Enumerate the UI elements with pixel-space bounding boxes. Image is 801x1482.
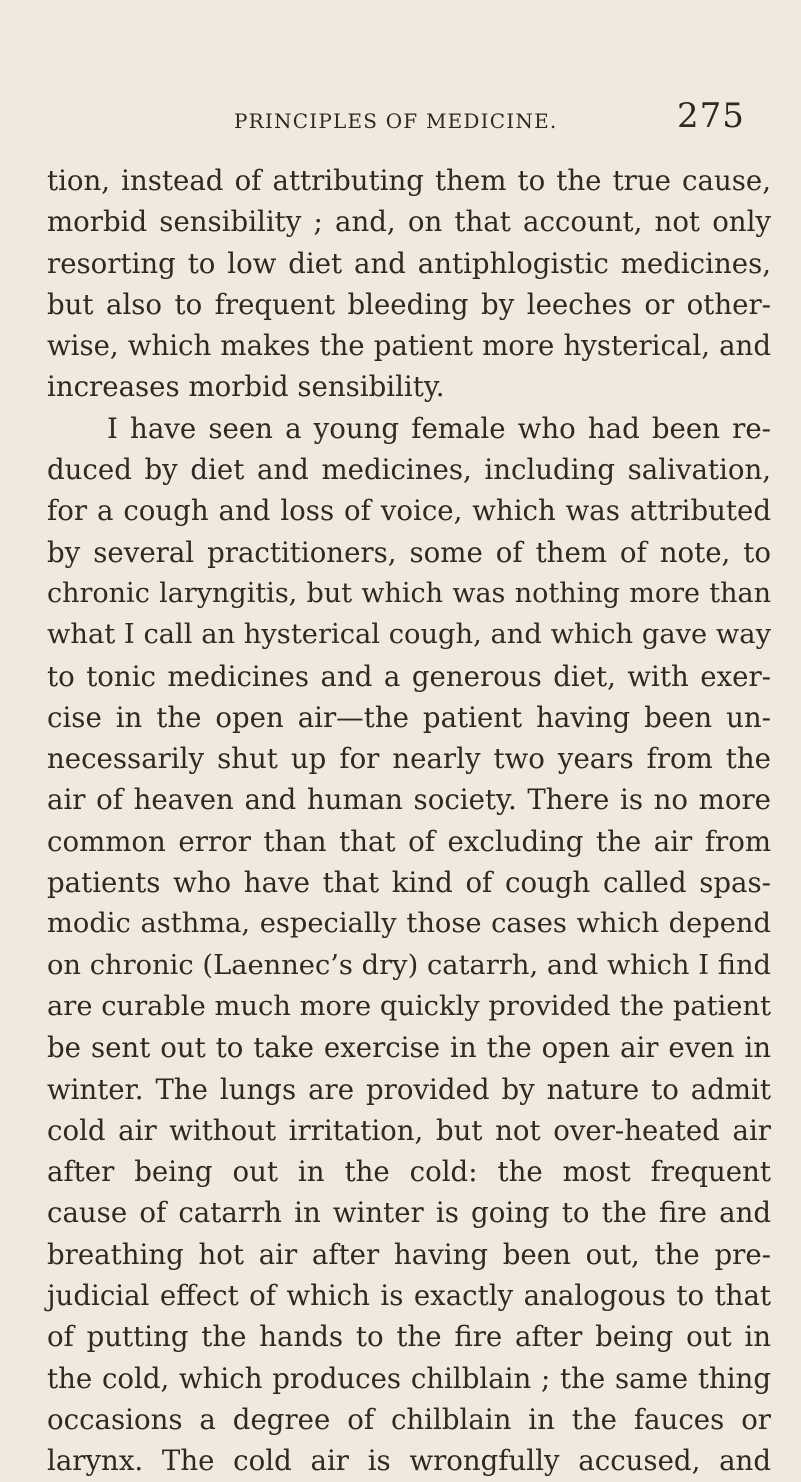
text-line: judicial effect of which is exactly analogous to that <box>47 1279 771 1313</box>
text-line: what I call an hysterical cough, and which gave way <box>47 619 771 651</box>
text-line: occasions a degree of chilblain in the fauces or <box>47 1402 771 1436</box>
text-line: modic asthma, especially those cases which depend <box>47 908 771 940</box>
text-line: air of heaven and human society. There is no more <box>47 783 771 817</box>
running-title: PRINCIPLES OF MEDICINE. <box>234 109 558 133</box>
page-number: 275 <box>677 96 745 136</box>
text-line: are curable much more quickly provided the patient <box>47 990 771 1022</box>
text-line: tion, instead of attributing them to the true cause, <box>47 164 771 197</box>
text-line: common error than that of excluding the air from <box>47 824 771 858</box>
text-line: the cold, which produces chilblain ; the same thing <box>47 1361 771 1395</box>
text-line: larynx. The cold air is wrongfully accused, and <box>47 1444 771 1478</box>
text-line: winter. The lungs are provided by nature to admit <box>47 1072 771 1106</box>
text-line: but also to frequent bleeding by leeches or other- <box>47 287 771 321</box>
text-line: after being out in the cold: the most frequent <box>47 1155 771 1189</box>
text-line: morbid sensibility ; and, on that account, not only <box>47 205 771 239</box>
paragraph-start-line: I have seen a young female who had been re- <box>107 411 771 445</box>
text-line: resorting to low diet and antiphlogistic medicines, <box>47 246 771 280</box>
text-line: duced by diet and medicines, including salivation, <box>47 453 771 487</box>
text-line: wise, which makes the patient more hysterical, and <box>47 329 771 363</box>
text-line: chronic laryngitis, but which was nothing more than <box>47 577 771 609</box>
text-line: increases morbid sensibility. <box>47 370 445 404</box>
text-line: patients who have that kind of cough called spas- <box>47 866 771 900</box>
text-line: breathing hot air after having been out, the pre- <box>47 1237 771 1271</box>
text-line: on chronic (Laennec’s dry) catarrh, and which I find <box>47 949 771 981</box>
text-line: cise in the open air—the patient having been un- <box>47 700 771 734</box>
text-line: be sent out to take exercise in the open air even in <box>47 1031 771 1065</box>
text-line: of putting the hands to the fire after being out in <box>47 1320 771 1354</box>
text-line: cause of catarrh in winter is going to the fire and <box>47 1196 771 1230</box>
body-text <box>47 160 771 1482</box>
text-line: by several practitioners, some of them of note, to <box>47 535 771 569</box>
text-line: to tonic medicines and a generous diet, with exer- <box>47 659 771 693</box>
text-line: for a cough and loss of voice, which was attributed <box>47 494 771 528</box>
text-line: cold air without irritation, but not over-heated air <box>47 1113 771 1147</box>
running-header <box>47 0 771 160</box>
text-line: necessarily shut up for nearly two years from the <box>47 742 771 776</box>
